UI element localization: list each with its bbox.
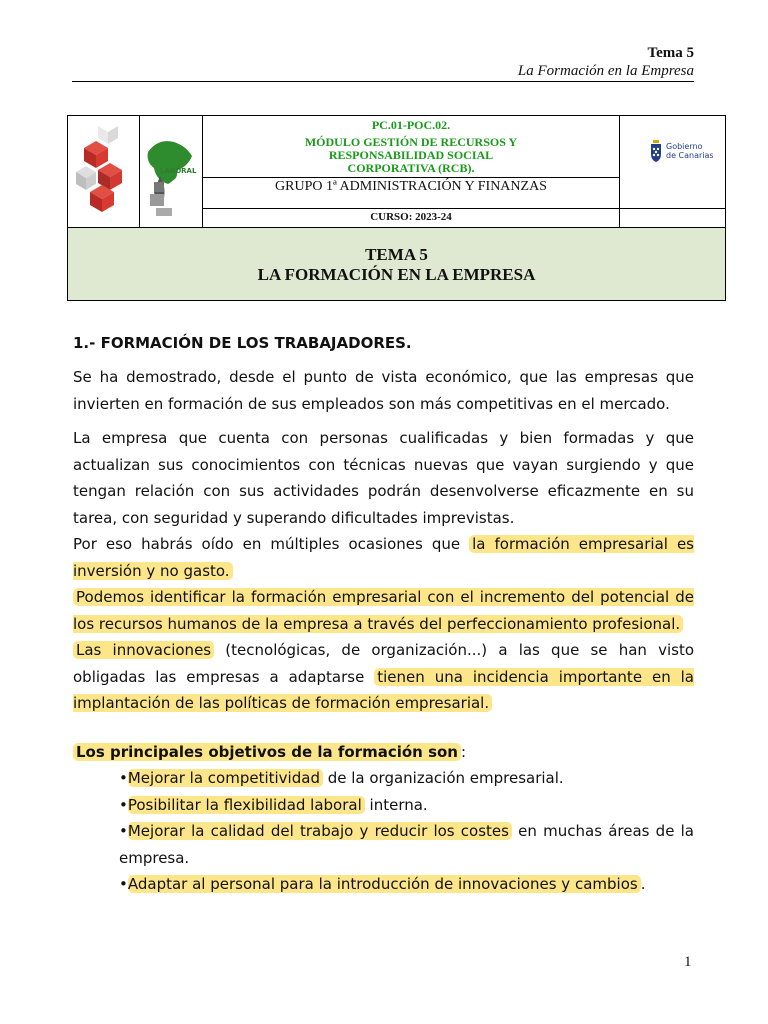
module-info <box>203 116 620 227</box>
module-line-1: MÓDULO GESTIÓN DE RECURSOS Y <box>304 135 518 149</box>
list-item <box>119 871 694 898</box>
objective-rest: en muchas áreas de la empresa. <box>119 822 694 867</box>
module-line-3: CORPORATIVA (RCB). <box>347 161 475 175</box>
paragraph-2: La empresa que cuenta con personas cualificadas y bien formadas y que actualizan sus conocimientos con técnicas nuevas que vayan surgiendo y que tengan relación con sus actividades podrán desenvolverse eficazmente en su tarea, con seguridad y superando dificultades imprevistas. <box>73 429 694 527</box>
objectives-title: Los principales objetivos de la formación son <box>73 743 461 761</box>
government-logo-text <box>666 142 714 160</box>
objectives-list <box>73 765 694 898</box>
government-logo <box>650 140 714 162</box>
document-code: PC.01-POC.02. <box>371 118 451 132</box>
document-body <box>73 330 694 898</box>
bullet: • <box>119 769 128 787</box>
header-table <box>67 115 726 301</box>
government-line-1: Gobierno <box>666 142 703 151</box>
page-number: 1 <box>684 954 692 970</box>
highlight-policies: tienen una incidencia importante en la implantación de las políticas de formación empresarial. <box>73 667 694 712</box>
paragraph-4 <box>73 584 694 637</box>
objective-highlight: Adaptar al personal para la introducción de innovaciones y cambios <box>128 875 641 893</box>
objective-highlight: Mejorar la competitividad <box>128 769 323 787</box>
running-header-subtitle: La Formación en la Empresa <box>517 63 694 79</box>
objective-rest: interna. <box>364 795 428 814</box>
list-item <box>119 818 694 871</box>
government-line-2: de Canarias <box>666 151 714 160</box>
objective-rest: . <box>640 875 646 893</box>
objectives-heading <box>73 739 694 766</box>
laboral-logo <box>140 116 203 227</box>
header-rule <box>72 81 694 82</box>
running-header-title: Tema 5 <box>647 45 694 61</box>
paragraph-3 <box>73 531 694 584</box>
bullet: • <box>119 875 128 893</box>
list-item <box>119 792 694 819</box>
course-year: CURSO: 2023-24 <box>370 211 452 223</box>
list-item <box>119 765 694 792</box>
highlight-innovations: Las innovaciones <box>73 641 214 659</box>
school-logo <box>68 116 140 227</box>
group-name: GRUPO 1ª ADMINISTRACIÓN Y FINANZAS <box>203 178 619 209</box>
government-logo-cell <box>620 116 725 227</box>
topic-banner <box>68 227 725 300</box>
bullet: • <box>119 795 128 814</box>
paragraph-1: Se ha demostrado, desde el punto de vista económico, que las empresas que invierten en formación de sus empleados son más competitivas en el mercado. <box>73 368 694 413</box>
module-code-block <box>203 116 619 178</box>
laboral-logo-text: LABORAL <box>160 167 197 175</box>
paragraph-3-text: Por eso habrás oído en múltiples ocasiones que <box>73 535 470 553</box>
objective-highlight: Posibilitar la flexibilidad laboral <box>128 796 365 814</box>
coat-of-arms-icon <box>650 140 662 162</box>
paragraph-5 <box>73 637 694 717</box>
topic-number: TEMA 5 <box>365 245 428 264</box>
objective-highlight: Mejorar la calidad del trabajo y reducir los costes <box>128 822 512 840</box>
bullet: • <box>119 822 128 840</box>
objectives-colon: : <box>460 742 467 761</box>
highlight-potential: Podemos identificar la formación empresarial con el incremento del potencial de los recursos humanos de la empresa a través del perfeccionamiento profesional. <box>73 588 694 633</box>
section-heading: 1.- FORMACIÓN DE LOS TRABAJADORES. <box>73 334 412 352</box>
module-line-2: RESPONSABILIDAD SOCIAL <box>328 148 494 162</box>
highlight-investment: la formación empresarial es inversión y no gasto. <box>73 535 694 580</box>
running-header <box>72 44 694 81</box>
cubes-logo-icon <box>68 116 138 224</box>
topic-title: LA FORMACIÓN EN LA EMPRESA <box>257 265 536 284</box>
course-row-spacer <box>620 208 725 228</box>
objective-rest: de la organización empresarial. <box>322 769 564 787</box>
paragraph-5-text: (tecnológicas, de organización...) a las que se han visto obligadas las empresas a adaptarse <box>73 641 694 686</box>
